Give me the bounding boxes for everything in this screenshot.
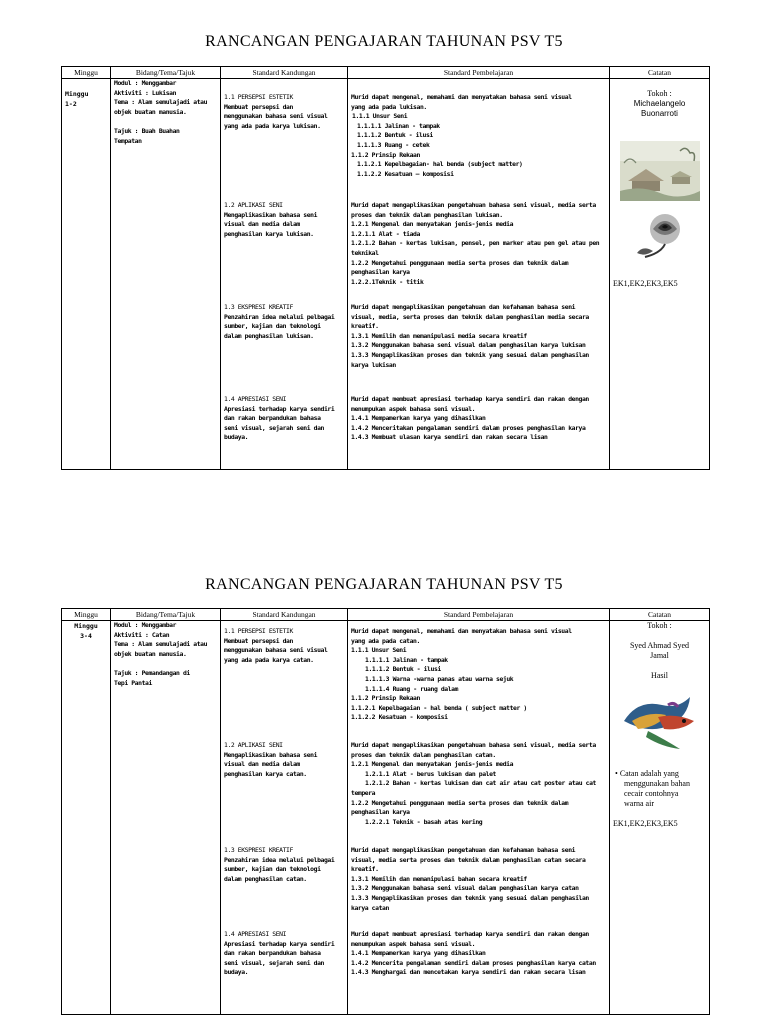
learning-line: 1.2.2 Mengetahui penggunaan media serta proses dan teknik dalam (351, 798, 569, 807)
learning-line: 1.1.2.1 Kepelbagaian - hal benda ( subject matter ) (351, 703, 527, 712)
learning-line: 1.4.1 Mempamerkan karya yang dihasilkan (351, 414, 486, 423)
table-header-row (62, 67, 710, 79)
table-header-row (62, 609, 710, 621)
content-line: budaya. (224, 433, 249, 442)
content-line: menggunakan bahasa seni visual (224, 112, 328, 121)
content-line: menggunakan bahasa seni visual (224, 646, 328, 655)
header-kandungan: Standard Kandungan (221, 67, 348, 79)
content-heading: 1.2 APLIKASI SENI (224, 201, 283, 209)
tokoh-label: Tokoh : (647, 621, 672, 630)
note-bullet (613, 769, 706, 809)
learning-line: 1.3.3 Mengaplikasikan proses dan teknik yang sesuai dalam penghasilan (351, 893, 589, 902)
content-heading: 1.3 EKSPRESI KREATIF (224, 303, 293, 311)
week-cell (62, 621, 111, 1015)
content-block (224, 93, 344, 201)
content-line: visual dan media dalam (224, 760, 300, 769)
week-label: Minggu (65, 90, 89, 98)
week-range: 3-4 (80, 632, 92, 640)
header-minggu: Minggu (62, 67, 111, 79)
learning-line: 1.1.1 Unsur Seni (351, 646, 407, 655)
learning-block (351, 930, 606, 978)
hasil-label: Hasil (651, 671, 668, 680)
content-heading: 1.1 PERSEPSI ESTETIK (224, 93, 293, 101)
content-line: sumber, kajian dan teknologi (224, 322, 321, 331)
theme-line: Tema : Alam semulajadi atau (114, 640, 208, 649)
learning-line: menumpukan aspek bahasa seni visual. (351, 404, 476, 413)
learning-line: 1.1.1.4 Ruang - ruang dalam (365, 684, 459, 693)
learning-cell (348, 621, 610, 1015)
learning-line: yang ada pada lukisan. (351, 102, 427, 111)
learning-line: 1.2.1.1 Alat - berus lukisan dan palet (365, 769, 497, 778)
ek-codes: EK1,EK2,EK3,EK5 (613, 819, 678, 828)
learning-line: tempera (351, 788, 376, 797)
tokoh-name: Syed Ahmad Syed (629, 641, 690, 650)
learning-line: 1.4.1 Mempamerkan karya yang dihasilkan (351, 949, 486, 958)
content-cell (221, 79, 348, 470)
content-heading: 1.4 APRESIASI SENI (224, 395, 287, 403)
learning-line: 1.2.2.1 Teknik - basah atas kering (365, 817, 483, 826)
learning-line: 1.1.2 Prinsip Rekaan (351, 150, 420, 159)
rose-drawing-image (631, 207, 689, 265)
learning-line: Murid dapat membuat apresiasi terhadap karya sendiri dan rakan dengan (351, 395, 589, 403)
content-line: penghasilan karya catan. (224, 769, 307, 778)
learning-line: visual, media, serta proses dan teknik dalam penghasilan media secara (351, 312, 589, 321)
learning-cell (348, 79, 610, 470)
learning-line: 1.1.1.1 Jalinan - tampak (365, 655, 448, 664)
bird-painting-image (618, 691, 702, 755)
learning-line: 1.3.1 Memilih dan memanipulasi media secara kreatif (351, 331, 527, 340)
note-line: cecair contohnya (624, 789, 679, 798)
header-pembelajaran: Standard Pembelajaran (348, 67, 610, 79)
content-block (224, 201, 344, 303)
learning-line: 1.3.1 Memilih dan memanipulasi bahan secara kreatif (351, 874, 527, 883)
week-cell (62, 79, 111, 470)
learning-line: Murid dapat mengenal, memahami dan menyatakan bahasa seni visual (351, 627, 572, 635)
theme-line: Aktiviti : Lukisan (114, 88, 177, 97)
tokoh-name: Jamal (650, 651, 669, 660)
learning-line: 1.4.3 Menghargai dan mencetakan karya sendiri dan rakan secara lisan (351, 968, 586, 977)
theme-line: Tajuk : Buah Buahan (114, 126, 180, 135)
learning-line: Murid dapat mengenal, memahami dan menyatakan bahasa seni visual (351, 93, 572, 101)
learning-line: karya catan (351, 903, 389, 912)
header-bidang: Bidang/Tema/Tajuk (111, 67, 221, 79)
note-line: • Catan adalah yang (615, 769, 679, 778)
content-line: visual dan media dalam (224, 220, 300, 229)
header-bidang: Bidang/Tema/Tajuk (111, 609, 221, 621)
content-line: dan rakan berpandukan bahasa (224, 414, 321, 423)
learning-block (351, 627, 606, 741)
theme-line: objek buatan manusia. (114, 107, 187, 116)
learning-line: Murid dapat mengaplikasikan pengetahuan bahasa seni visual, media serta (351, 741, 596, 749)
content-line: yang ada pada karya lukisan. (224, 121, 321, 130)
header-minggu: Minggu (62, 609, 111, 621)
header-catatan: Catatan (610, 609, 710, 621)
content-line: seni visual, sejarah seni dan (224, 423, 324, 432)
content-block (224, 741, 344, 846)
theme-line: Tepi Pantai (114, 678, 152, 687)
learning-line: proses dan teknik dalam penghasilan lukisan. (351, 210, 503, 219)
learning-line: kreatif. (351, 865, 379, 874)
content-line: Apresiasi terhadap karya sendiri (224, 939, 335, 948)
learning-line: proses dan teknik dalam penghasilan catan. (351, 750, 496, 759)
plan-table (61, 66, 710, 470)
theme-line: Tajuk : Pemandangan di (114, 668, 190, 677)
learning-line: 1.2.1 Mengenal dan menyatakan jenis-jenis media (351, 760, 514, 769)
learning-line: 1.1.1.3 Warna -warna panas atau warna sejuk (365, 674, 514, 683)
content-line: Mengaplikasikan bahasa seni (224, 750, 318, 759)
header-catatan: Catatan (610, 67, 710, 79)
learning-block (351, 93, 606, 201)
learning-line: yang ada pada catan. (351, 636, 420, 645)
learning-line: 1.4.2 Menceritakan pengalaman sendiri dalam proses penghasilan karya (351, 423, 586, 432)
notes-cell (610, 621, 710, 1015)
learning-line: visual, media serta proses dan teknik dalam penghasilan catan secara (351, 855, 586, 864)
content-block (224, 846, 344, 930)
learning-line: 1.1.1.1 Jalinan - tampak (357, 121, 440, 130)
content-line: Membuat persepsi dan (224, 102, 293, 111)
page-title: RANCANGAN PENGAJARAN TAHUNAN PSV T5 (205, 33, 563, 50)
landscape-drawing-image (620, 141, 700, 201)
learning-line: 1.1.2 Prinsip Rekaan (351, 694, 420, 703)
theme-cell (111, 79, 221, 470)
content-block (224, 627, 344, 741)
learning-block (351, 201, 606, 303)
learning-line: 1.1.1 Unsur Seni (352, 112, 408, 121)
content-line: seni visual, sejarah seni dan (224, 958, 324, 967)
learning-line: 1.2.1.1 Alat - tiada (351, 229, 420, 238)
content-heading: 1.4 APRESIASI SENI (224, 930, 287, 938)
content-heading: 1.2 APLIKASI SENI (224, 741, 283, 749)
header-pembelajaran: Standard Pembelajaran (348, 609, 610, 621)
learning-block (351, 303, 606, 395)
learning-line: 1.1.2.1 Kepelbagaian- hal benda (subject matter) (357, 160, 523, 169)
theme-line: Modul : Menggambar (114, 79, 177, 87)
learning-line: penghasilan karya (351, 268, 410, 277)
theme-cell (111, 621, 221, 1015)
header-kandungan: Standard Kandungan (221, 609, 348, 621)
learning-line: 1.2.1.2 Bahan - kertas lukisan, pensel, pen marker atau pen gel atau pen (351, 239, 600, 248)
tokoh-label: Tokoh : (647, 89, 672, 98)
theme-line: Aktiviti : Catan (114, 630, 170, 639)
learning-line: 1.2.1.2 Bahan - kertas lukisan dan cat air atau cat poster atau cat (365, 779, 596, 788)
theme-line (114, 117, 217, 127)
content-block (224, 930, 344, 978)
content-line: Apresiasi terhadap karya sendiri (224, 404, 335, 413)
learning-line: kreatif. (351, 322, 379, 331)
learning-line: Murid dapat membuat apresiasi terhadap karya sendiri dan rakan dengan (351, 930, 589, 938)
learning-line: 1.1.1.2 Bentuk - ilusi (357, 131, 433, 140)
notes-cell (610, 79, 710, 470)
theme-line: Tema : Alam semulajadi atau (114, 98, 208, 107)
ek-codes: EK1,EK2,EK3,EK5 (613, 279, 678, 288)
learning-line: 1.1.2.2 Kesatuan - komposisi (351, 713, 448, 722)
content-line: penghasilan karya lukisan. (224, 229, 314, 238)
content-line: sumber, kajian dan teknologi (224, 865, 321, 874)
content-cell (221, 621, 348, 1015)
learning-block (351, 741, 606, 846)
content-line: dalam penghasilan catan. (224, 874, 307, 883)
learning-line: teknikal (351, 248, 379, 257)
learning-line: Murid dapat mengaplikasikan pengetahuan dan kefahaman bahasa seni (351, 846, 576, 854)
content-line: dalam penghasilan lukisan. (224, 331, 314, 340)
learning-line: 1.3.2 Menggunakan bahasa seni visual dalam penghasilan karya lukisan (351, 341, 586, 350)
tokoh-name: Michaelangelo (633, 99, 686, 108)
learning-line: 1.2.1 Mengenal dan menyatakan jenis-jenis media (351, 220, 514, 229)
table-row (62, 79, 710, 470)
content-line: budaya. (224, 968, 249, 977)
content-line: Penzahiran idea melalui pelbagai (224, 312, 335, 321)
learning-line: 1.3.3 Mengaplikasikan proses dan teknik yang sesuai dalam penghasilan (351, 350, 589, 359)
learning-block (351, 846, 606, 930)
learning-line: menumpukan aspek bahasa seni visual. (351, 939, 476, 948)
week-label: Minggu (74, 622, 98, 630)
learning-line: 1.2.2.1Teknik - titik (351, 277, 424, 286)
learning-line: Murid dapat mengaplikasikan pengetahuan dan kefahaman bahasa seni (351, 303, 576, 311)
learning-line: 1.1.1.3 Ruang - cetek (357, 140, 430, 149)
note-line: menggunakan bahan (624, 779, 690, 788)
learning-line: 1.3.2 Menggunakan bahasa seni visual dalam penghasilan karya catan (351, 884, 579, 893)
theme-line (114, 659, 217, 669)
page-title: RANCANGAN PENGAJARAN TAHUNAN PSV T5 (205, 576, 563, 593)
content-block (224, 395, 344, 443)
content-heading: 1.3 EKSPRESI KREATIF (224, 846, 293, 854)
week-range: 1-2 (65, 100, 77, 108)
learning-line: Murid dapat mengaplikasikan pengetahuan bahasa seni visual, media serta (351, 201, 596, 209)
learning-line: penghasilan karya (351, 808, 410, 817)
learning-line: 1.2.2 Mengetahui penggunaan media serta proses dan teknik dalam (351, 258, 569, 267)
content-line: Mengaplikasikan bahasa seni (224, 210, 318, 219)
content-line: Membuat persepsi dan (224, 636, 293, 645)
theme-line: objek buatan manusia. (114, 649, 187, 658)
content-heading: 1.1 PERSEPSI ESTETIK (224, 627, 293, 635)
content-block (224, 303, 344, 395)
content-line: Penzahiran idea melalui pelbagai (224, 855, 335, 864)
learning-line: 1.1.1.2 Bentuk - ilusi (365, 665, 441, 674)
table-row (62, 621, 710, 1015)
learning-line: karya lukisan (351, 360, 396, 369)
learning-block (351, 395, 606, 443)
plan-table (61, 608, 710, 1015)
note-line: warna air (624, 799, 654, 808)
learning-line: 1.4.3 Membuat ulasan karya sendiri dan rakan secara lisan (351, 433, 548, 442)
theme-line: Tempatan (114, 136, 142, 145)
content-line: yang ada pada karya catan. (224, 655, 314, 664)
tokoh-name: Buonarroti (641, 109, 678, 118)
learning-line: 1.1.2.2 Kesatuan – komposisi (357, 169, 454, 178)
theme-line: Modul : Menggambar (114, 621, 177, 629)
learning-line: 1.4.2 Mencerita pengalaman sendiri dalam proses penghasilan karya catan (351, 958, 596, 967)
content-line: dan rakan berpandukan bahasa (224, 949, 321, 958)
